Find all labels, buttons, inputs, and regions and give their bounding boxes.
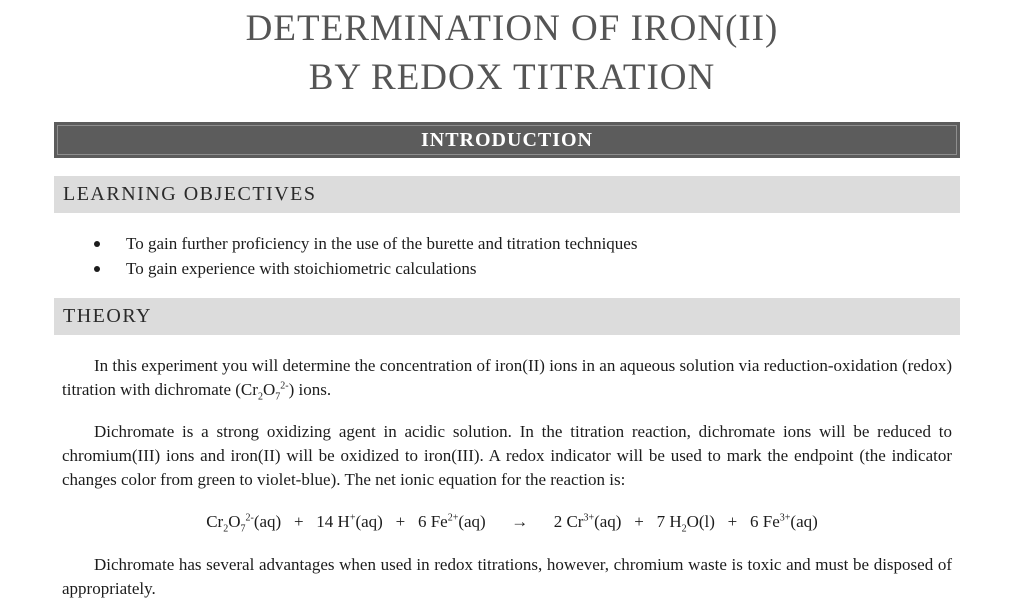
theory-paragraph-1: In this experiment you will determine the concentration of iron(II) ions in an aqueous solution via reduction-oxidation (redox) titration with dichromate $(Cr_2O_7^{2-})$ ions.	[62, 356, 952, 403]
bullet-icon	[94, 266, 100, 272]
theory-paragraph-2: Dichromate is a strong oxidizing agent in acidic solution. In the titration reaction, dichromate ions will be reduced to chromium(III) ions and iron(II) will be oxidized to iron(III). A redox indicator will be used to mark the endpoint (the indicator changes color from green to violet-blue). The net ionic equation for the reaction is:	[62, 422, 952, 489]
theory-heading: THEORY	[54, 298, 960, 335]
list-item	[90, 231, 637, 256]
document-title-line-1: DETERMINATION OF IRON(II)	[245, 8, 779, 49]
objective-text: To gain experience with stoichiometric calculations	[126, 259, 477, 278]
document-title-line-2: BY REDOX TITRATION	[308, 57, 716, 98]
net-ionic-equation: $Cr_2O_7^{2-}(aq)$ + 14 H+(aq) + 6 $Fe^{2+}(aq)$ → 2 $Cr^{3+}(aq)$ + 7 $H_2O(l)$ + 6 $Fe^{3+}(aq)$	[206, 512, 818, 535]
learning-objectives-heading: LEARNING OBJECTIVES	[54, 176, 960, 213]
objectives-list	[90, 231, 637, 281]
bullet-icon	[94, 241, 100, 247]
introduction-banner	[54, 122, 960, 158]
introduction-label: INTRODUCTION	[57, 125, 957, 155]
theory-paragraph-3: Dichromate has several advantages when used in redox titrations, however, chromium waste is toxic and must be disposed of appropriately.	[62, 555, 952, 598]
objective-text: To gain further proficiency in the use of the burette and titration techniques	[126, 234, 638, 253]
list-item	[90, 256, 637, 281]
